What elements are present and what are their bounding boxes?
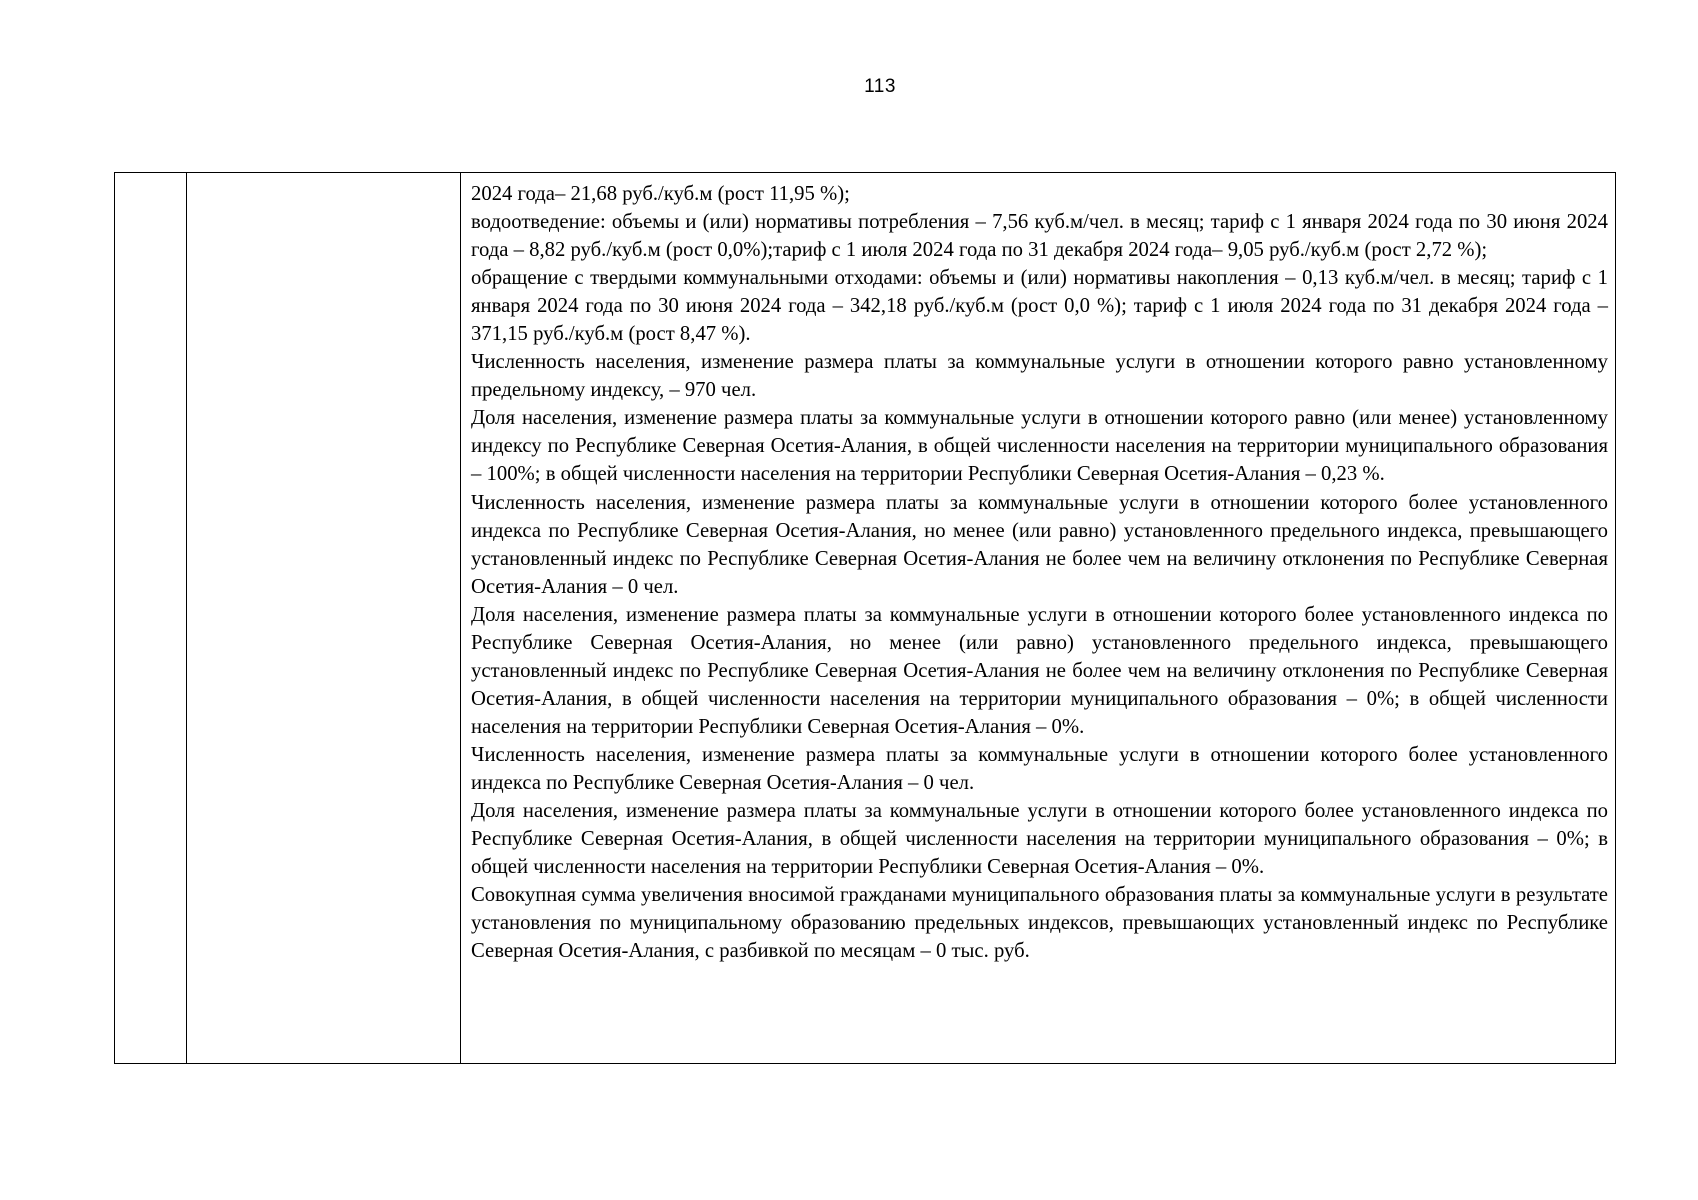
table-cell-name <box>187 173 461 1064</box>
paragraph: Совокупная сумма увеличения вносимой гражданами муниципального образования платы за коммунальные услуги в результате установления по муниципальному образованию предельных индексов, превышающих установленный индекс по Республике Северная Осетия-Алания, с разбивкой по месяцам – 0 тыс. руб. <box>471 884 1608 963</box>
paragraph: Доля населения, изменение размера платы за коммунальные услуги в отношении которого более установленного индекса по Республике Северная Осетия-Алания, в общей численности населения на территории муниципального образования – 0%; в общей численности населения на территории Республики Северная Осетия-Алания – 0%. <box>471 800 1608 879</box>
document-table <box>114 172 1616 1064</box>
paragraph: Доля населения, изменение размера платы за коммунальные услуги в отношении которого равно (или менее) установленному индексу по Республике Северная Осетия-Алания, в общей численности населения на территории муниципального образования – 100%; в общей численности населения на территории Республики Северная Осетия-Алания – 0,23 %. <box>471 407 1608 486</box>
paragraph: обращение с твердыми коммунальными отходами: объемы и (или) нормативы накопления – 0,13 куб.м/чел. в месяц; тариф с 1 января 2024 года по 30 июня 2024 года – 342,18 руб./куб.м (рост 0,0 %); тариф с 1 июля 2024 года по 31 декабря 2024 года –371,15 руб./куб.м (рост 8,47 %). <box>471 267 1608 346</box>
page-number: 113 <box>864 76 896 97</box>
paragraph: Численность населения, изменение размера платы за коммунальные услуги в отношении которого равно установленному предельному индексу, – 970 чел. <box>471 351 1608 402</box>
table-cell-content <box>461 173 1616 1064</box>
table-row <box>115 173 1616 1064</box>
paragraph: 2024 года– 21,68 руб./куб.м (рост 11,95 %); <box>471 183 850 205</box>
paragraph: Доля населения, изменение размера платы за коммунальные услуги в отношении которого более установленного индекса по Республике Северная Осетия-Алания, но менее (или равно) установленного предельного индекса, превышающего установленный индекс по Республике Северная Осетия-Алания не более чем на величину отклонения по Республике Северная Осетия-Алания, в общей численности населения на территории муниципального образования – 0%; в общей численности населения на территории Республики Северная Осетия-Алания – 0%. <box>471 603 1608 738</box>
table-cell-number <box>115 173 187 1064</box>
paragraph: водоотведение: объемы и (или) нормативы потребления – 7,56 куб.м/чел. в месяц; тариф с 1 января 2024 года по 30 июня 2024 года – 8,82 руб./куб.м (рост 0,0%);тариф с 1 июля 2024 года по 31 декабря 2024 года– 9,05 руб./куб.м (рост 2,72 %); <box>471 211 1608 262</box>
paragraph: Численность населения, изменение размера платы за коммунальные услуги в отношении которого более установленного индекса по Республике Северная Осетия-Алания – 0 чел. <box>471 743 1608 794</box>
paragraph: Численность населения, изменение размера платы за коммунальные услуги в отношении которого более установленного индекса по Республике Северная Осетия-Алания, но менее (или равно) установленного предельного индекса, превышающего установленный индекс по Республике Северная Осетия-Алания не более чем на величину отклонения по Республике Северная Осетия-Алания – 0 чел. <box>471 491 1608 598</box>
